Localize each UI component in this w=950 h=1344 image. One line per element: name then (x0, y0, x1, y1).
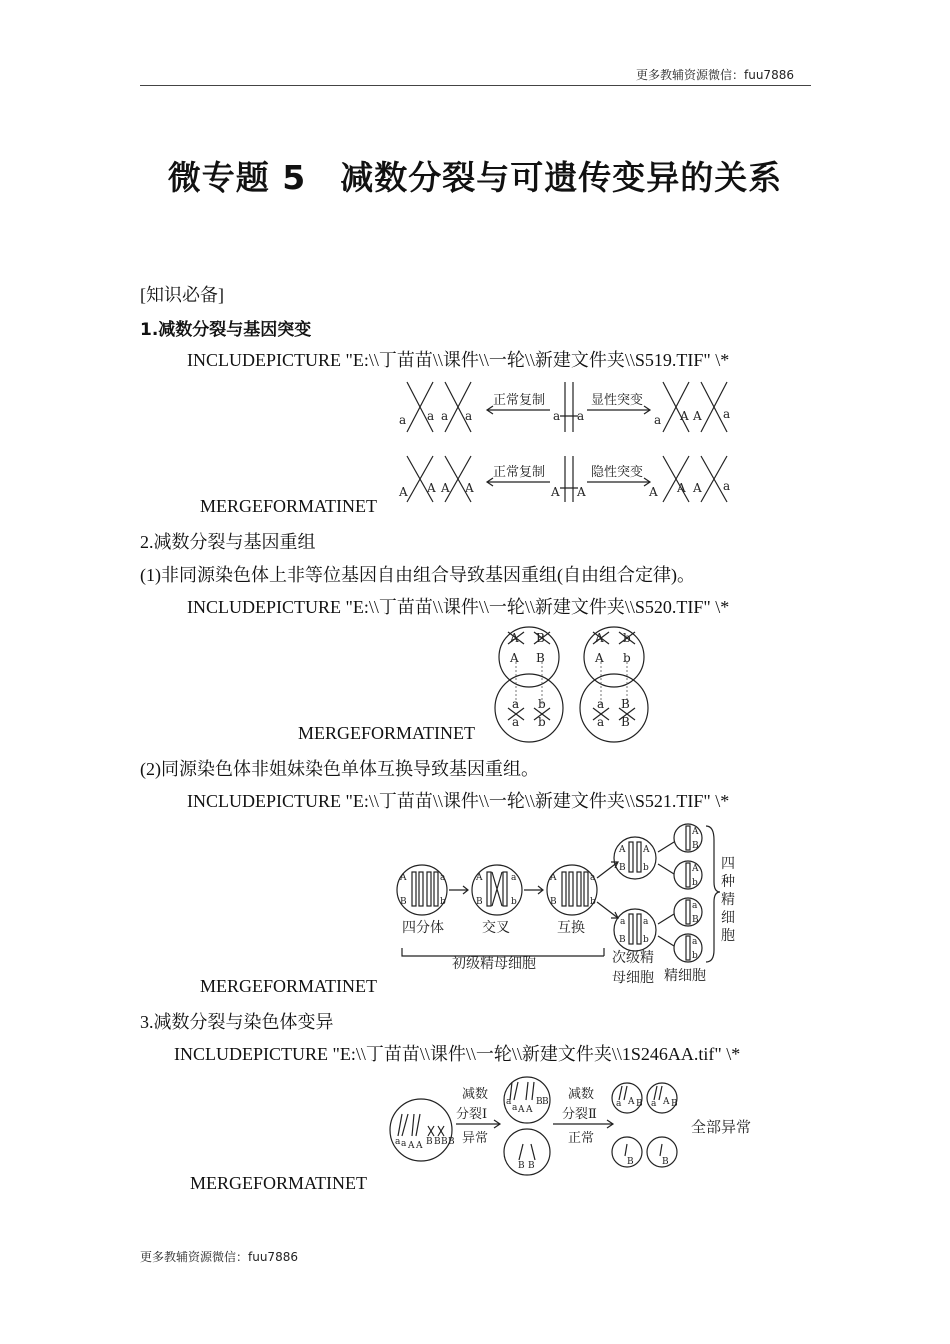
arrow-label-dominant-mutation: 显性突变 (591, 393, 644, 408)
svg-text:B: B (627, 1157, 634, 1167)
merge-format-1: MERGEFORMATINET (200, 496, 378, 516)
header-rule (140, 85, 811, 86)
svg-text:B: B (400, 897, 407, 907)
svg-text:A: A (550, 873, 557, 883)
svg-text:B: B (671, 1099, 678, 1109)
arrow-label-normal-replication-2: 正常复制 (493, 465, 546, 480)
svg-text:a: a (506, 1097, 512, 1107)
merge-format-4: MERGEFORMATINET (190, 1173, 368, 1193)
svg-text:b: b (692, 951, 698, 961)
svg-text:A: A (476, 873, 483, 883)
section-label: [知识必备] (140, 285, 224, 305)
svg-text:A: A (510, 631, 519, 645)
independent-assortment-figure (492, 622, 662, 744)
label-primary-spermatocyte: 初级精母细胞 (452, 956, 536, 972)
svg-text:a: a (511, 873, 517, 883)
label-four-kinds-3: 精 (721, 892, 735, 908)
svg-text:A: A (408, 1141, 415, 1151)
svg-text:a: a (620, 917, 626, 927)
arrow1-line3: 异常 (462, 1131, 489, 1146)
svg-text:A: A (577, 485, 586, 499)
svg-text:B: B (621, 697, 630, 711)
section-2-heading: 2.减数分裂与基因重组 (140, 532, 316, 552)
svg-text:B: B (636, 1099, 643, 1109)
svg-text:A: A (551, 485, 560, 499)
label-tetrad: 四分体 (402, 920, 444, 936)
svg-text:A: A (400, 873, 407, 883)
crossing-over-figure (392, 820, 742, 990)
svg-text:a: a (654, 413, 662, 427)
svg-text:a: a (723, 407, 731, 421)
svg-text:A: A (619, 845, 626, 855)
svg-text:a: a (401, 1139, 407, 1149)
svg-text:b: b (643, 935, 649, 945)
svg-text:A: A (427, 481, 436, 495)
svg-text:a: a (553, 409, 561, 423)
arrow1-line1: 减数 (462, 1087, 489, 1102)
svg-text:B: B (619, 863, 626, 873)
svg-text:a: a (395, 1137, 401, 1147)
arrow2-line1: 减数 (568, 1087, 595, 1102)
include-picture-s521: INCLUDEPICTURE "E:\\丁苗苗\\课件\\一轮\\新建文件夹\\S521.TIF" \* (187, 791, 730, 811)
section-2-paragraph-2: (2)同源染色体非姐妹染色单体互换导致基因重组。 (140, 759, 539, 779)
chromosome-variation-figure (386, 1072, 766, 1177)
svg-text:A: A (518, 1105, 525, 1115)
svg-text:a: a (440, 873, 446, 883)
svg-text:A: A (643, 845, 650, 855)
svg-text:B: B (528, 1161, 535, 1171)
svg-text:a: a (441, 409, 449, 423)
svg-text:A: A (526, 1105, 533, 1115)
svg-text:A: A (692, 827, 699, 837)
svg-text:A: A (649, 485, 658, 499)
svg-text:a: a (616, 1099, 622, 1109)
svg-text:b: b (538, 697, 546, 711)
svg-text:a: a (597, 697, 605, 711)
label-chiasma: 交叉 (482, 920, 510, 936)
label-secondary-spermatocyte-2: 母细胞 (612, 970, 654, 986)
svg-text:B: B (542, 1097, 549, 1107)
include-picture-s519: INCLUDEPICTURE "E:\\丁苗苗\\课件\\一轮\\新建文件夹\\S519.TIF" \* (187, 350, 730, 370)
svg-text:b: b (643, 863, 649, 873)
svg-text:a: a (427, 409, 435, 423)
svg-text:A: A (680, 409, 689, 423)
svg-text:A: A (663, 1097, 670, 1107)
svg-text:a: a (643, 917, 649, 927)
svg-text:B: B (550, 897, 557, 907)
svg-text:A: A (693, 409, 702, 423)
header-wechat-note: 更多教辅资源微信：fuu7886 (636, 68, 794, 82)
merge-format-3: MERGEFORMATINET (200, 976, 378, 996)
svg-text:a: a (590, 873, 596, 883)
svg-text:b: b (692, 878, 698, 888)
arrow2-line3: 正常 (568, 1131, 595, 1146)
include-picture-1s246aa: INCLUDEPICTURE "E:\\丁苗苗\\课件\\一轮\\新建文件夹\\1S246AA.tif" \* (174, 1044, 741, 1064)
arrow-label-normal-replication-1: 正常复制 (493, 393, 546, 408)
svg-text:a: a (692, 937, 698, 947)
label-all-abnormal: 全部异常 (691, 1118, 752, 1136)
svg-text:A: A (595, 651, 604, 665)
section-3-heading: 3.减数分裂与染色体变异 (140, 1012, 334, 1032)
svg-text:A: A (510, 651, 519, 665)
svg-text:B: B (621, 715, 630, 729)
svg-text:a: a (465, 409, 473, 423)
svg-text:A: A (628, 1097, 635, 1107)
label-four-kinds-5: 胞 (721, 928, 735, 944)
svg-text:B: B (518, 1161, 525, 1171)
merge-format-2: MERGEFORMATINET (298, 723, 476, 743)
label-four-kinds-1: 四 (721, 856, 735, 872)
svg-text:B: B (441, 1137, 448, 1147)
svg-text:B: B (426, 1137, 433, 1147)
svg-text:B: B (692, 915, 699, 925)
arrow2-line2: 分裂Ⅱ (562, 1107, 597, 1122)
svg-text:B: B (619, 935, 626, 945)
svg-text:a: a (512, 1103, 518, 1113)
footer-wechat-note: 更多教辅资源微信：fuu7886 (140, 1250, 298, 1264)
svg-text:a: a (723, 479, 731, 493)
svg-text:a: a (692, 901, 698, 911)
svg-text:A: A (692, 864, 699, 874)
svg-text:a: a (651, 1099, 657, 1109)
page-title: 微专题 5 减数分裂与可遗传变异的关系 (167, 158, 783, 197)
arrow1-line2: 分裂Ⅰ (456, 1107, 488, 1122)
svg-text:b: b (623, 631, 631, 645)
svg-text:A: A (441, 481, 450, 495)
label-four-kinds-4: 细 (721, 910, 735, 926)
svg-text:a: a (399, 413, 407, 427)
gene-mutation-figure (395, 376, 740, 506)
svg-text:B: B (536, 1097, 543, 1107)
svg-text:A: A (399, 485, 408, 499)
svg-text:A: A (693, 481, 702, 495)
svg-text:a: a (597, 715, 605, 729)
section-1-heading: 1.减数分裂与基因突变 (140, 320, 312, 340)
svg-text:a: a (512, 697, 520, 711)
svg-text:B: B (434, 1137, 441, 1147)
svg-text:A: A (416, 1141, 423, 1151)
svg-text:b: b (538, 715, 546, 729)
svg-text:A: A (465, 481, 474, 495)
svg-text:b: b (440, 897, 446, 907)
svg-text:b: b (511, 897, 517, 907)
arrow-label-recessive-mutation: 隐性突变 (591, 465, 644, 480)
svg-text:a: a (577, 409, 585, 423)
section-2-paragraph-1: (1)非同源染色体上非等位基因自由组合导致基因重组(自由组合定律)。 (140, 565, 695, 585)
svg-text:b: b (590, 897, 596, 907)
label-sperm-cell: 精细胞 (664, 968, 706, 984)
svg-text:B: B (536, 651, 545, 665)
label-four-kinds-2: 种 (721, 874, 735, 890)
svg-text:B: B (662, 1157, 669, 1167)
svg-text:B: B (692, 841, 699, 851)
svg-text:B: B (448, 1137, 455, 1147)
svg-text:A: A (677, 481, 686, 495)
svg-text:b: b (623, 651, 631, 665)
svg-text:B: B (536, 631, 545, 645)
svg-text:A: A (595, 631, 604, 645)
svg-text:B: B (476, 897, 483, 907)
label-secondary-spermatocyte-1: 次级精 (612, 950, 654, 966)
include-picture-s520: INCLUDEPICTURE "E:\\丁苗苗\\课件\\一轮\\新建文件夹\\S520.TIF" \* (187, 597, 730, 617)
svg-text:a: a (512, 715, 520, 729)
label-exchange: 互换 (557, 920, 585, 936)
